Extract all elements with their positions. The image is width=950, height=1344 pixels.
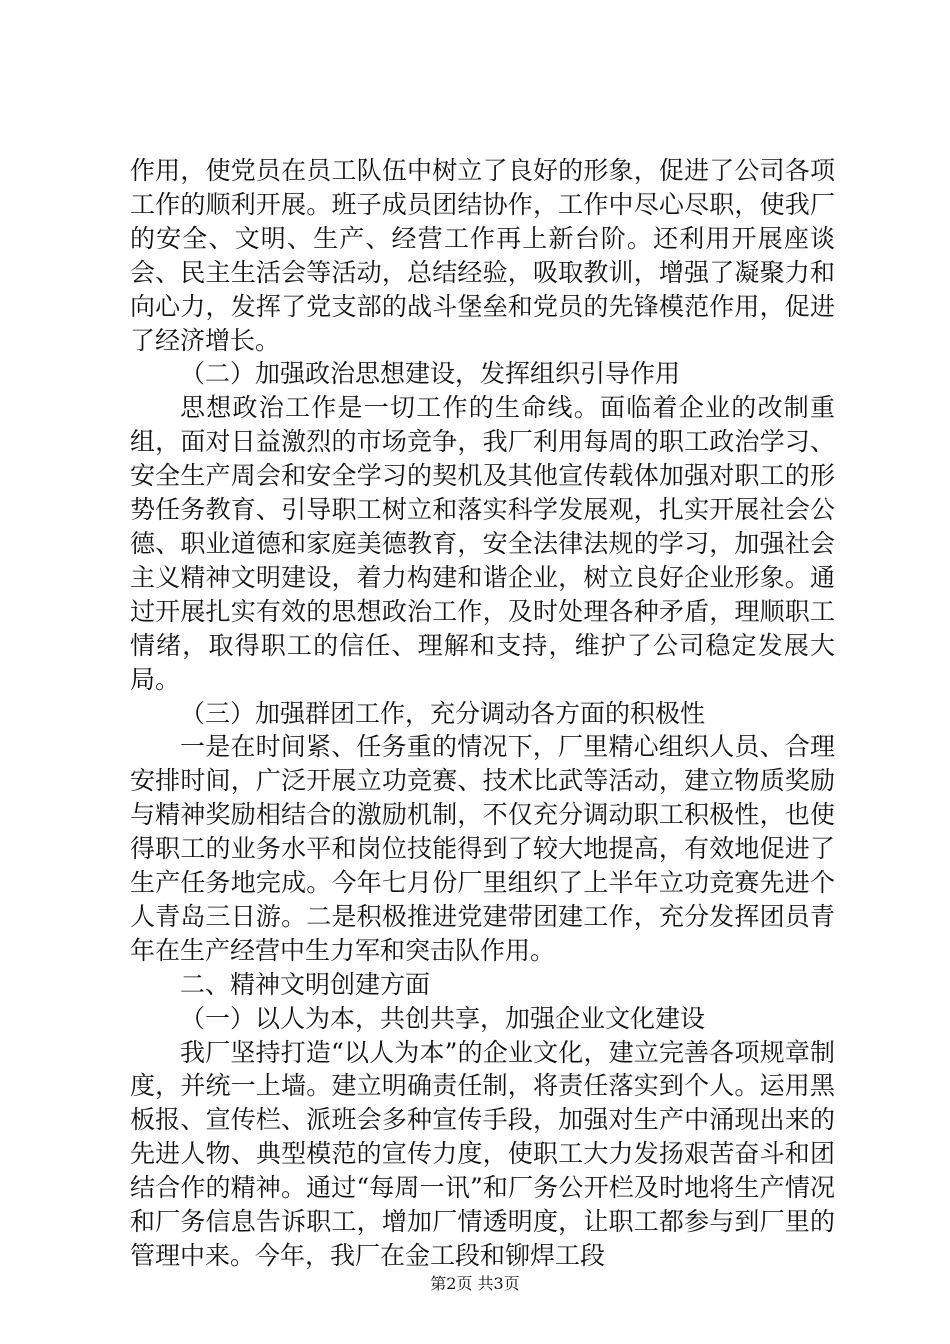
page-number-footer: 第2页 共3页	[430, 1274, 520, 1293]
section-heading-culture: （一）以人为本，共创共享，加强企业文化建设	[180, 1003, 706, 1033]
section-heading-3: （三）加强群团工作，充分调动各方面的积极性	[180, 698, 706, 728]
section-heading-2: （二）加强政治思想建设，发挥组织引导作用	[180, 359, 681, 389]
document-body	[130, 154, 835, 1273]
paragraph-continued: 作用，使党员在员工队伍中树立了良好的形象，促进了公司各项工作的顺利开展。班子成员团结协作，工作中尽心尽职，使我厂的安全、文明、生产、经营工作再上新台阶。还利用开展座谈会、民主生活会等活动，总结经验，吸取教训，增强了凝聚力和向心力，发挥了党支部的战斗堡垒和党员的先锋模范作用，促进了经济增长。	[130, 156, 835, 355]
paragraph-ideology: 思想政治工作是一切工作的生命线。面临着企业的改制重组，面对日益激烈的市场竞争，我厂利用每周的职工政治学习、安全生产周会和安全学习的契机及其他宣传载体加强对职工的形势任务教育、引导职工树立和落实科学发展观，扎实开展社会公德、职业道德和家庭美德教育，安全法律法规的学习，加强社会主义精神文明建设，着力构建和谐企业，树立良好企业形象。通过开展扎实有效的思想政治工作，及时处理各种矛盾，理顺职工情绪，取得职工的信任、理解和支持，维护了公司稳定发展大局。	[130, 393, 835, 694]
paragraph-mass-organizations: 一是在时间紧、任务重的情况下，厂里精心组织人员、合理安排时间，广泛开展立功竞赛、技术比武等活动，建立物质奖励与精神奖励相结合的激励机制，不仅充分调动职工积极性，也使得职工的业务水平和岗位技能得到了较大地提高，有效地促进了生产任务地完成。今年七月份厂里组织了上半年立功竞赛先进个人青岛三日游。二是积极推进党建带团建工作，充分发挥团员青年在生产经营中生力军和突击队作用。	[130, 732, 835, 965]
paragraph-culture: 我厂坚持打造“以人为本”的企业文化，建立完善各项规章制度，并统一上墙。建立明确责任制，将责任落实到个人。运用黑板报、宣传栏、派班会多种宣传手段，加强对生产中涌现出来的先进人物、典型模范的宣传力度，使职工大力发扬艰苦奋斗和团结合作的精神。通过“每周一讯”和厂务公开栏及时地将生产情况和厂务信息告诉职工，增加厂情透明度，让职工都参与到厂里的管理中来。今年，我厂在金工段和铆焊工段	[130, 1037, 835, 1270]
chapter-heading-spiritual-civilization: 二、精神文明创建方面	[180, 969, 431, 999]
